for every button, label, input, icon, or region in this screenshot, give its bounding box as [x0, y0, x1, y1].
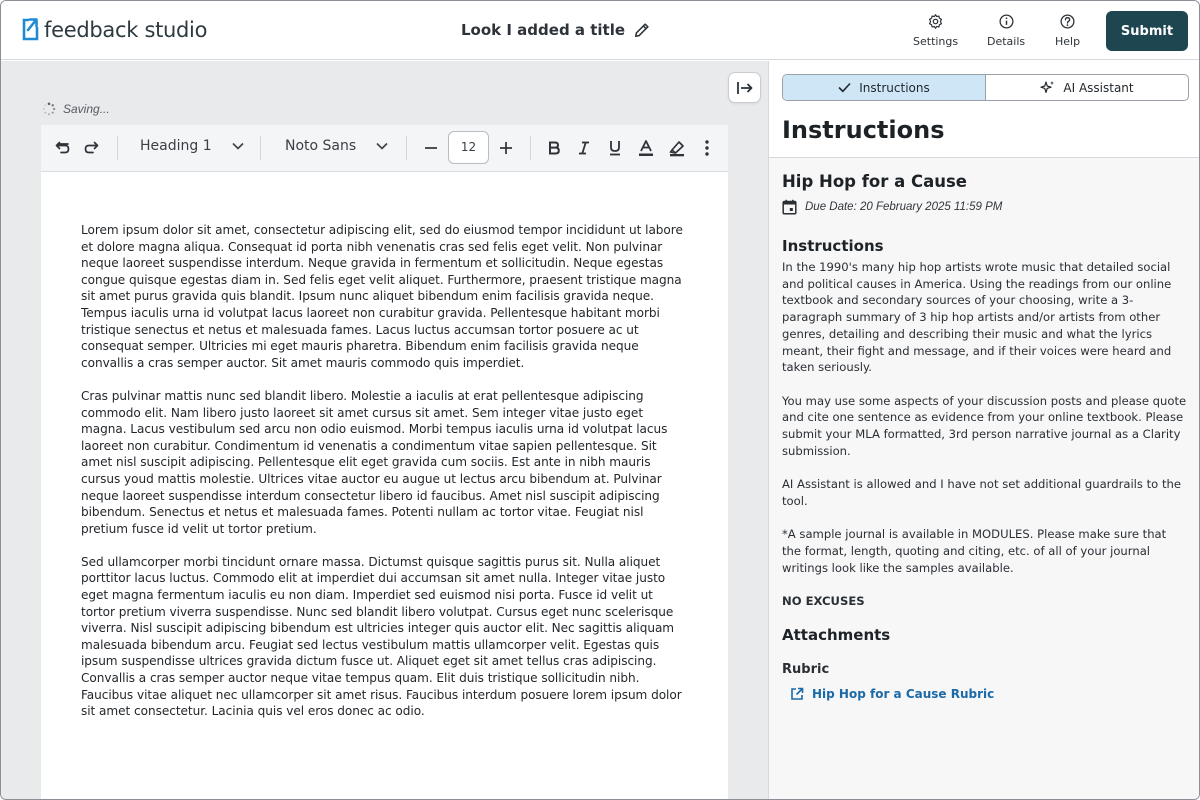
calendar-icon — [782, 199, 797, 215]
feedback-studio-logo-icon — [20, 16, 40, 44]
rubric-link-text: Hip Hop for a Cause Rubric — [812, 687, 995, 702]
font-size-input[interactable]: 12 — [448, 131, 489, 164]
minus-icon — [423, 140, 439, 156]
chevron-down-icon — [376, 142, 388, 150]
instruction-paragraph: In the 1990's many hip hop artists wrote music that detailed social and political causes in America. Using the readings from our online textbook and secondary sources of your choosing, write a 3-paragraph summary of 3 hip hop artists and/or artists from other genres, detailing and describing their music and what the lyrics meant, their fight and message, and if their voices were heard and taken seriously. — [782, 260, 1172, 375]
more-vertical-icon — [704, 139, 710, 157]
text-color-button[interactable] — [636, 138, 656, 158]
tab-ai-assistant-label: AI Assistant — [1063, 80, 1134, 95]
toolbar-divider — [406, 136, 407, 160]
settings-button[interactable] — [913, 13, 958, 48]
rubric-label: Rubric — [782, 662, 830, 678]
toolbar-divider — [530, 136, 531, 160]
document-paragraph[interactable]: Cras pulvinar mattis nunc sed blandit libero. Molestie a iaculis at erat pellentesque adipiscing commodo elit. Nam libero justo laoreet sit amet cursus sit amet. Sem integer vitae justo eget magna. Lacus vestibulum sed arcu non odio euismod. Morbi tempus iaculis urna id volutpat lacus laoreet non curabitur. Condimentum id venenatis a condimentum vitae sapien pellentesque. Sit amet nisl suscipit adipiscing. Pellentesque elit eget gravida cum sociis. Est ante in nibh mauris cursus youd mattis molestie. Ultrices vitae auctor eu augue ut lectus arcu bibendum at. Pulvinar neque laoreet suspendisse interdum consectetur libero id faucibus. Amet nisl suscipit adipiscing bibendum. Senectus et netus et malesuada fames. Potenti nullam ac tortor vitae. Feugiat nisl pretium fusce id velit ut tortor pretium. — [81, 388, 668, 536]
rubric-link[interactable] — [790, 687, 1188, 701]
document-paragraph[interactable]: Lorem ipsum dolor sit amet, consectetur adipiscing elit, sed do eiusmod tempor incididunt ut labore et dolore magna aliqua. Consequat id porta nibh venenatis cras sed felis eget velit. Non pulvinar neque laoreet suspendisse interdum. Neque gravida in fermentum et sollicitudin. Neque egestas congue quisque egestas diam in. Sed felis eget velit aliquet. Furthermore, praesent tristique magna sit amet purus gravida quis blandit. Ipsum nunc aliquet bibendum enim facilisis gravida neque. Tempus iaculis urna id volutpat lacus laoreet non curabitur gravida. Pellentesque habitant morbi tristique senectus et netus et malesuada fames. Lacus luctus accumsan tortor posuere ac ut consequat semper. Ultricies mi eget mauris pharetra. Bibendum enim facilisis gravida neque convallis a cras semper auctor. Sit amet mauris commodo quis imperdiet. — [81, 223, 683, 370]
decrease-font-size-button[interactable] — [421, 138, 441, 158]
top-bar — [1, 1, 1199, 60]
editor-area — [1, 61, 768, 800]
underline-button[interactable] — [605, 138, 625, 158]
document-page[interactable] — [41, 172, 728, 800]
due-date — [782, 199, 1188, 215]
attachments-heading: Attachments — [782, 626, 891, 645]
italic-button[interactable] — [574, 138, 594, 158]
font-family-dropdown[interactable] — [285, 138, 388, 154]
tab-ai-assistant[interactable] — [986, 75, 1188, 100]
help-icon — [1059, 13, 1076, 30]
font-family-value: Noto Sans — [285, 138, 357, 154]
submit-button[interactable]: Submit — [1106, 11, 1188, 51]
tab-instructions[interactable] — [783, 75, 986, 100]
help-label: Help — [1055, 35, 1081, 48]
instructions-text — [782, 259, 1188, 610]
checkmark-icon — [838, 82, 851, 93]
sparkle-icon — [1040, 80, 1055, 95]
increase-font-size-button[interactable] — [496, 138, 516, 158]
chevron-down-icon — [232, 142, 244, 150]
collapse-right-icon — [736, 80, 754, 96]
document-title — [461, 21, 651, 39]
paragraph-style-value: Heading 1 — [140, 138, 212, 154]
italic-icon — [576, 140, 592, 156]
highlighter-icon — [668, 139, 686, 157]
external-link-icon — [790, 687, 804, 701]
help-button[interactable] — [1055, 13, 1080, 48]
gear-icon — [927, 13, 944, 30]
due-date-text: Due Date: 20 February 2025 11:59 PM — [805, 201, 1003, 213]
saving-status-text: Saving... — [63, 102, 110, 116]
instruction-paragraph: *A sample journal is available in MODULES. Please make sure that the format, length, quoting and citing, etc. of all of your journal writings look like the samples available. — [782, 527, 1167, 575]
more-options-button[interactable] — [697, 138, 717, 158]
panel-tabs — [782, 74, 1189, 101]
editor-toolbar — [41, 125, 728, 172]
bold-icon — [546, 140, 562, 156]
highlight-button[interactable] — [667, 138, 687, 158]
instructions-panel — [768, 61, 1200, 800]
details-label: Details — [987, 35, 1026, 48]
text-color-icon — [637, 139, 655, 157]
app-name: feedback studio — [44, 18, 208, 42]
info-icon — [998, 13, 1015, 30]
panel-body — [769, 158, 1200, 800]
instruction-paragraph: You may use some aspects of your discussion posts and please quote and cite one sentence as evidence from your online textbook. Please submit your MLA formatted, 3rd person narrative journal as a Clarity submission. — [782, 393, 1187, 458]
saving-status — [42, 102, 110, 116]
toolbar-divider — [117, 136, 118, 160]
collapse-panel-button[interactable] — [728, 72, 761, 103]
toolbar-divider — [260, 136, 261, 160]
instructions-heading: Instructions — [782, 237, 884, 255]
assignment-title: Hip Hop for a Cause — [782, 172, 967, 191]
logo — [20, 16, 207, 44]
loading-spinner-icon — [42, 102, 56, 116]
instruction-paragraph: NO EXCUSES — [782, 594, 865, 608]
plus-icon — [498, 140, 514, 156]
tab-instructions-label: Instructions — [859, 80, 930, 95]
underline-icon — [607, 139, 623, 157]
panel-title: Instructions — [782, 116, 945, 144]
bold-button[interactable] — [544, 138, 564, 158]
instruction-paragraph: AI Assistant is allowed and I have not set additional guardrails to the tool. — [782, 477, 1181, 508]
paragraph-style-dropdown[interactable] — [140, 138, 244, 154]
redo-icon — [83, 139, 101, 157]
details-button[interactable] — [987, 13, 1025, 48]
edit-title-pencil-icon[interactable] — [633, 21, 651, 39]
settings-label: Settings — [913, 35, 959, 48]
document-title-text: Look I added a title — [461, 21, 626, 39]
undo-icon — [53, 139, 71, 157]
undo-button[interactable] — [52, 138, 72, 158]
document-paragraph[interactable]: Sed ullamcorper morbi tincidunt ornare massa. Dictumst quisque sagittis purus sit. Nulla aliquet porttitor lacus luctus. Commodo elit at imperdiet dui accumsan sit amet nulla. Integer vitae justo eget magna fermentum iaculis eu non diam. Imperdiet sed euismod nisi porta. Fusce id velit ut tortor pretium viverra suspendisse. Nunc sed blandit libero volutpat. Cursus eget nunc scelerisque viverra. Nisl suscipit adipiscing bibendum est ultricies integer quis auctor elit. Nec sagittis aliquam malesuada bibendum arcu. Feugiat sed lectus vestibulum mattis ullamcorper velit. Egestas quis ipsum suspendisse ultrices gravida dictum fusce ut. Aliquet eget sit amet tellus cras adipiscing. Convallis a cras semper auctor neque vitae tempus quam. Elit duis tristique sollicitudin nibh. Faucibus vitae aliquet nec ullamcorper sit amet risus. Faucibus interdum posuere lorem ipsum dolor sit amet consectetur. Lacinia quis vel eros donec ac odio. — [81, 554, 682, 719]
redo-button[interactable] — [82, 138, 102, 158]
